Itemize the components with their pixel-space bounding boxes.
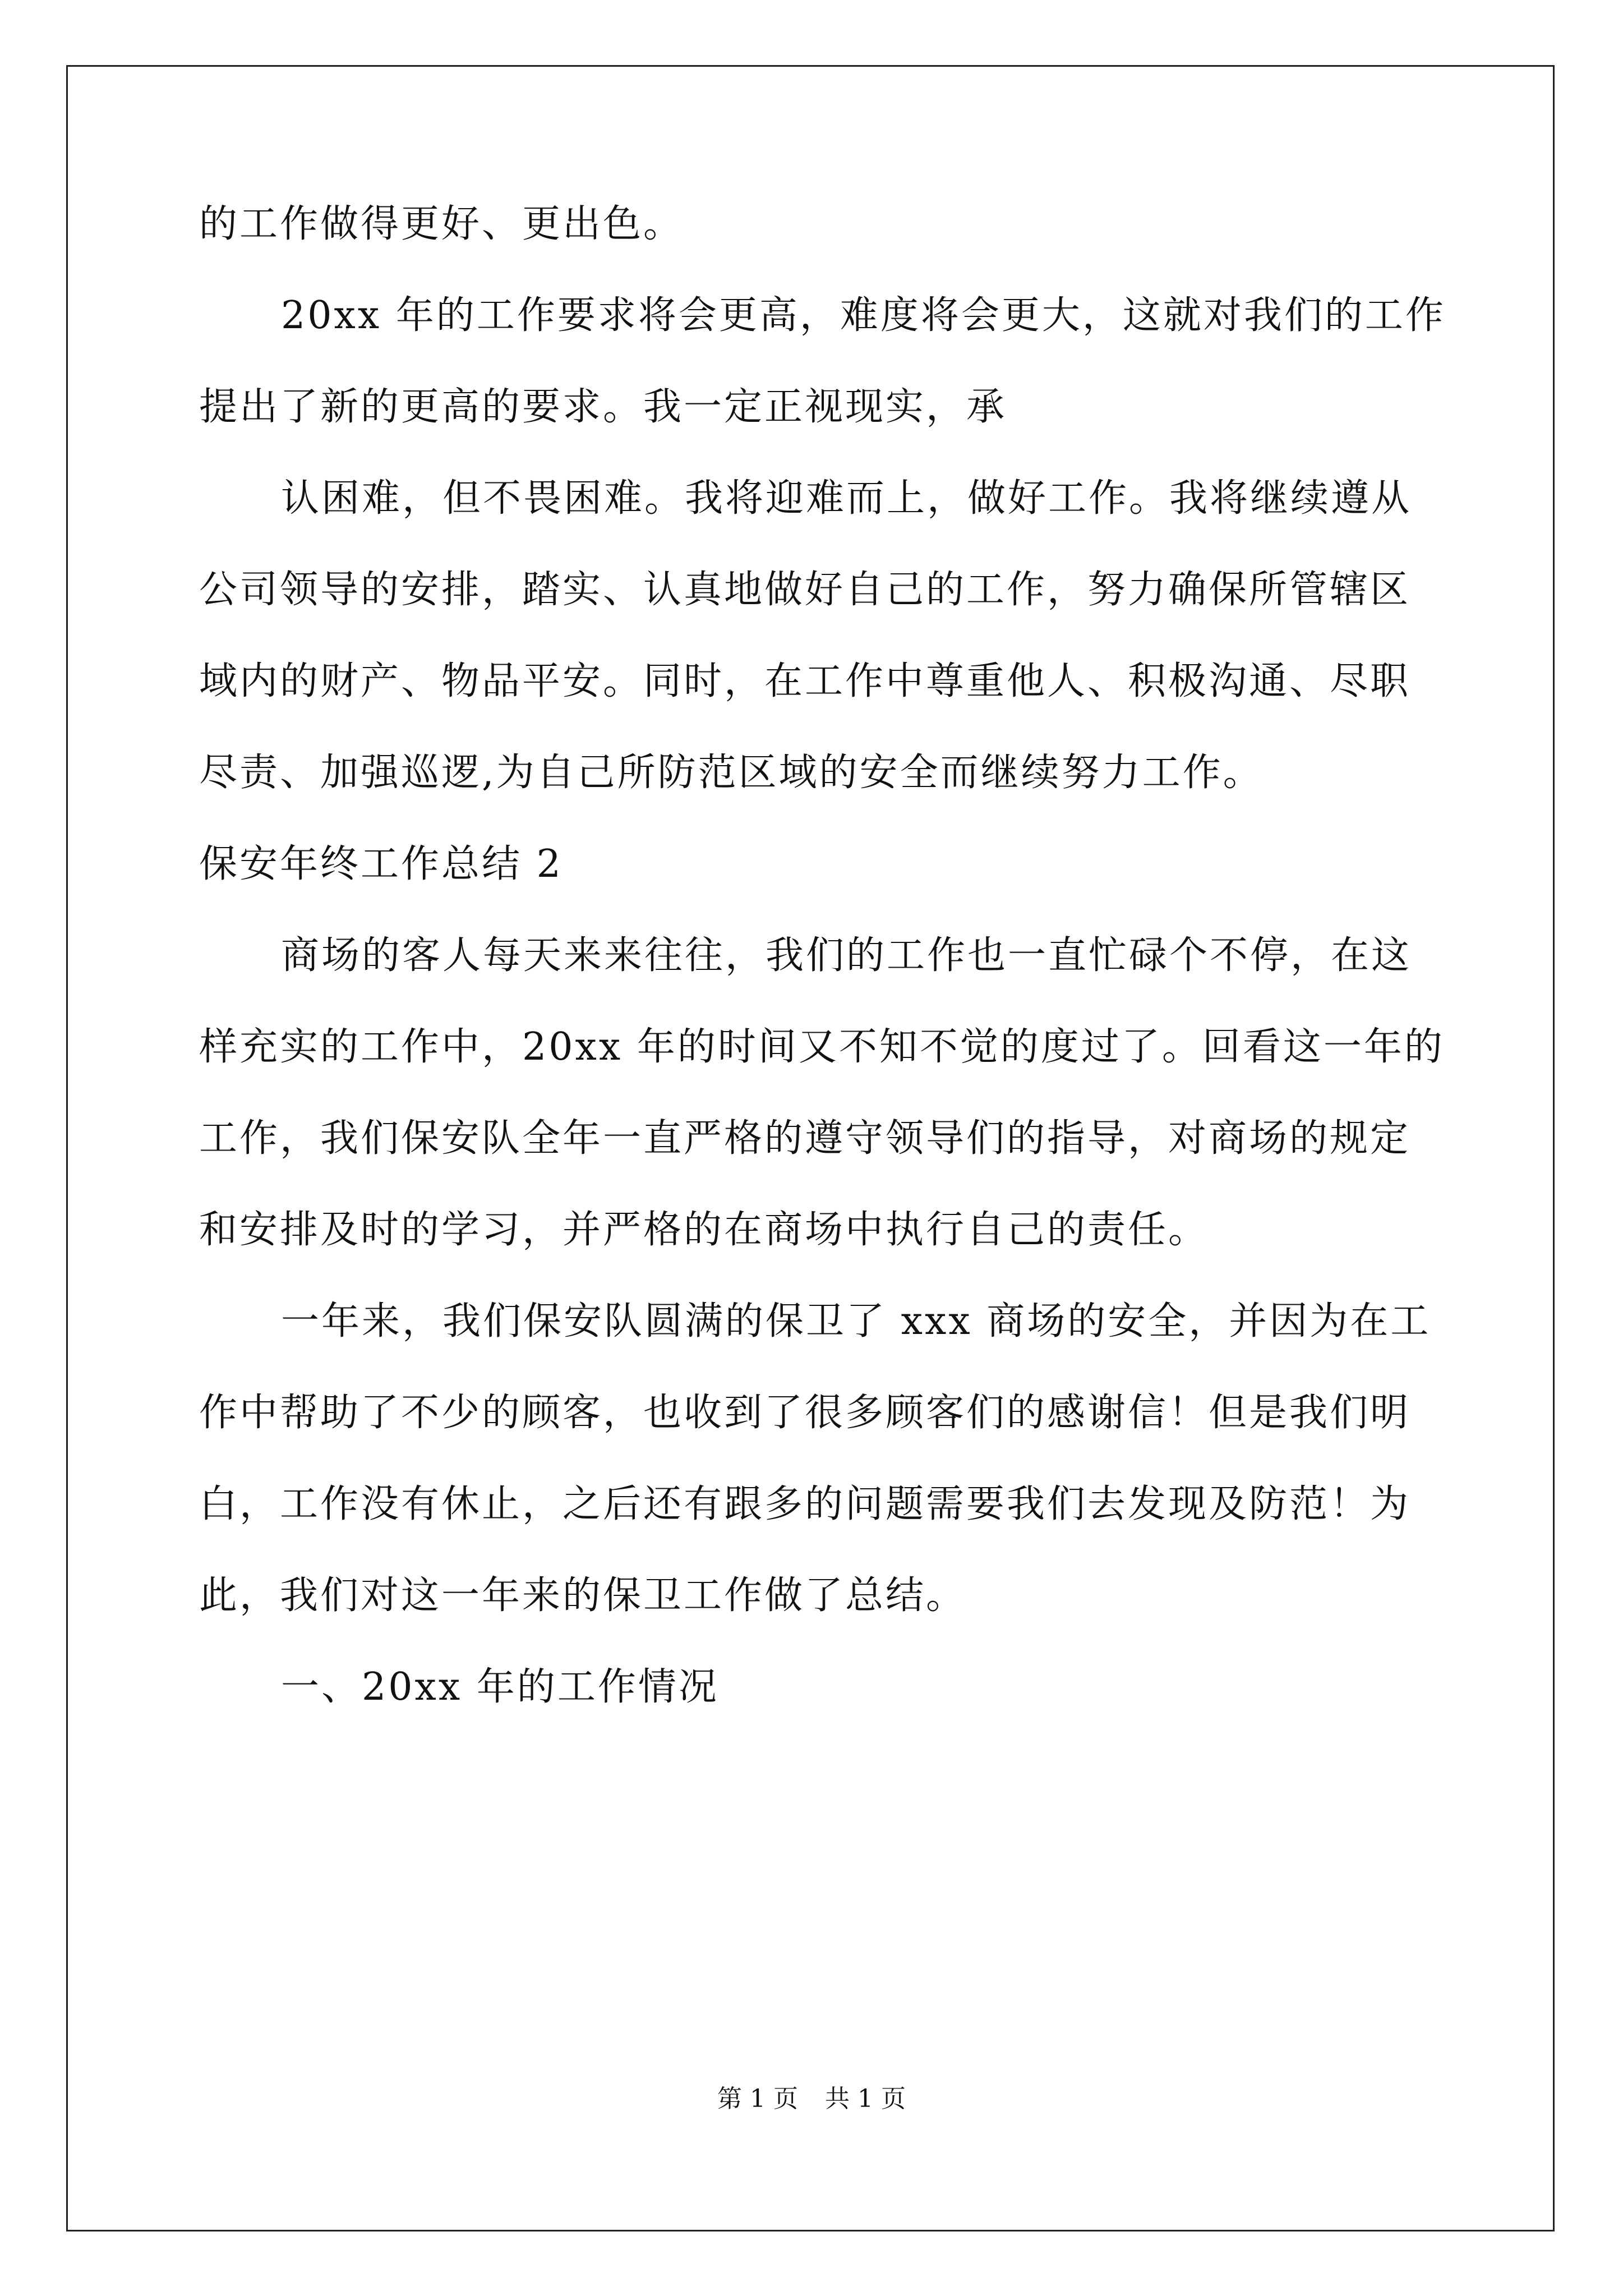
page-number: 第 1 页 bbox=[717, 2085, 798, 2113]
page-footer bbox=[0, 2082, 1623, 2116]
subsection-heading: 一、20xx 年的工作情况 bbox=[281, 1665, 719, 1709]
text-line: 和安排及时的学习，并严格的在商场中执行自己的责任。 bbox=[199, 1208, 1209, 1252]
page-total: 共 1 页 bbox=[825, 2085, 906, 2113]
text-line: 作中帮助了不少的顾客，也收到了很多顾客们的感谢信！但是我们明 bbox=[199, 1391, 1411, 1435]
paragraph-line: 商场的客人每天来来往往，我们的工作也一直忙碌个不停，在这 bbox=[281, 933, 1412, 978]
text-line: 此，我们对这一年来的保卫工作做了总结。 bbox=[199, 1573, 967, 1618]
text-line: 样充实的工作中，20xx 年的时间又不知不觉的度过了。回看这一年的 bbox=[199, 1025, 1445, 1069]
paragraph-line: 20xx 年的工作要求将会更高，难度将会更大，这就对我们的工作 bbox=[281, 293, 1446, 338]
text-line: 的工作做得更好、更出色。 bbox=[199, 202, 684, 246]
text-line: 尽责、加强巡逻,为自己所防范区域的安全而继续努力工作。 bbox=[199, 751, 1264, 795]
paragraph-line: 认困难，但不畏困难。我将迎难而上，做好工作。我将继续遵从 bbox=[281, 476, 1412, 521]
text-line: 公司领导的安排，踏实、认真地做好自己的工作，努力确保所管辖区 bbox=[199, 568, 1411, 612]
text-line: 提出了新的更高的要求。我一定正视现实，承 bbox=[199, 385, 1007, 429]
text-line: 工作，我们保安队全年一直严格的遵守领导们的指导，对商场的规定 bbox=[199, 1116, 1411, 1161]
text-line: 域内的财产、物品平安。同时，在工作中尊重他人、积极沟通、尽职 bbox=[199, 659, 1411, 703]
text-line: 白，工作没有休止，之后还有跟多的问题需要我们去发现及防范！为 bbox=[199, 1482, 1411, 1526]
paragraph-line: 一年来，我们保安队圆满的保卫了 xxx 商场的安全，并因为在工 bbox=[281, 1299, 1431, 1343]
section-heading: 保安年终工作总结 2 bbox=[199, 842, 563, 886]
